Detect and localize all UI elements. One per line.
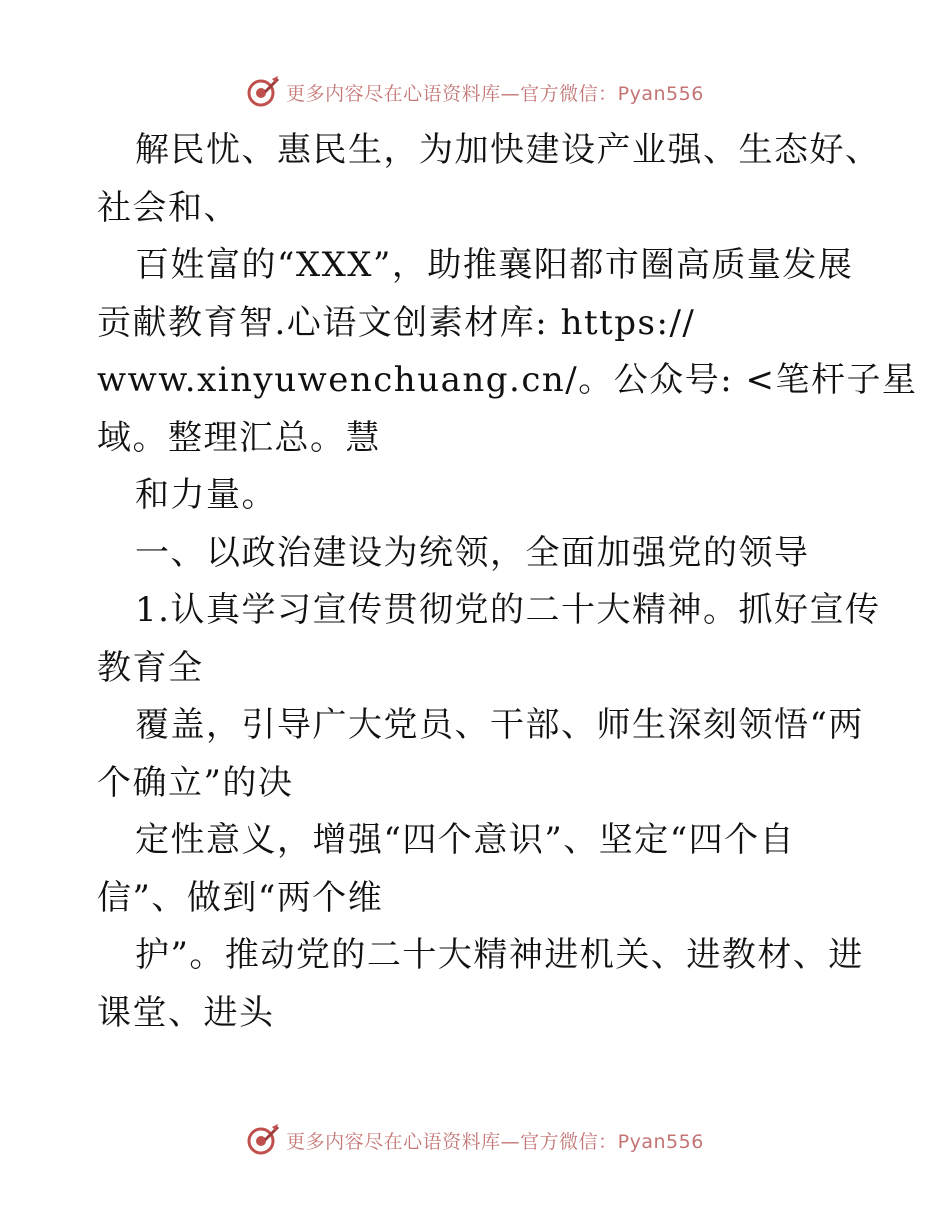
text-line: 和力量。 bbox=[135, 475, 277, 515]
text-line: 1.认真学习宣传贯彻党的二十大精神。抓好宣传 bbox=[135, 590, 881, 630]
text-line: 贡献教育智.心语文创素材库: https:// bbox=[97, 302, 696, 343]
text-line: 个确立”的决 bbox=[97, 762, 294, 803]
text-line: www.xinyuwenchuang.cn/。公众号: <笔杆子星 bbox=[97, 360, 918, 400]
feather-pen-logo-icon bbox=[246, 75, 280, 109]
text-line: 教育全 bbox=[97, 647, 204, 688]
text-line: 一、以政治建设为统领，全面加强党的领导 bbox=[135, 532, 810, 573]
text-line: 定性意义，增强“四个意识”、坚定“四个自 bbox=[135, 820, 796, 860]
header-banner-text: 更多内容尽在心语资料库—官方微信：Pyan556 bbox=[286, 82, 704, 105]
text-line: 课堂、进头 bbox=[97, 992, 275, 1033]
footer-banner bbox=[0, 1120, 950, 1160]
document-body bbox=[97, 122, 918, 1042]
footer-banner-text: 更多内容尽在心语资料库—官方微信：Pyan556 bbox=[286, 1130, 704, 1153]
text-line: 覆盖，引导广大党员、干部、师生深刻领悟“两 bbox=[135, 705, 864, 745]
text-line: 信”、做到“两个维 bbox=[97, 877, 384, 918]
text-line: 百姓富的“XXX”，助推襄阳都市圈高质量发展 bbox=[135, 245, 854, 285]
feather-pen-logo-icon bbox=[246, 1123, 280, 1157]
text-line: 解民忧、惠民生，为加快建设产业强、生态好、 bbox=[135, 130, 881, 170]
text-line: 域。整理汇总。慧 bbox=[97, 417, 381, 458]
text-line: 护”。推动党的二十大精神进机关、进教材、进 bbox=[135, 935, 864, 975]
header-banner bbox=[0, 72, 950, 112]
text-line: 社会和、 bbox=[97, 187, 239, 228]
